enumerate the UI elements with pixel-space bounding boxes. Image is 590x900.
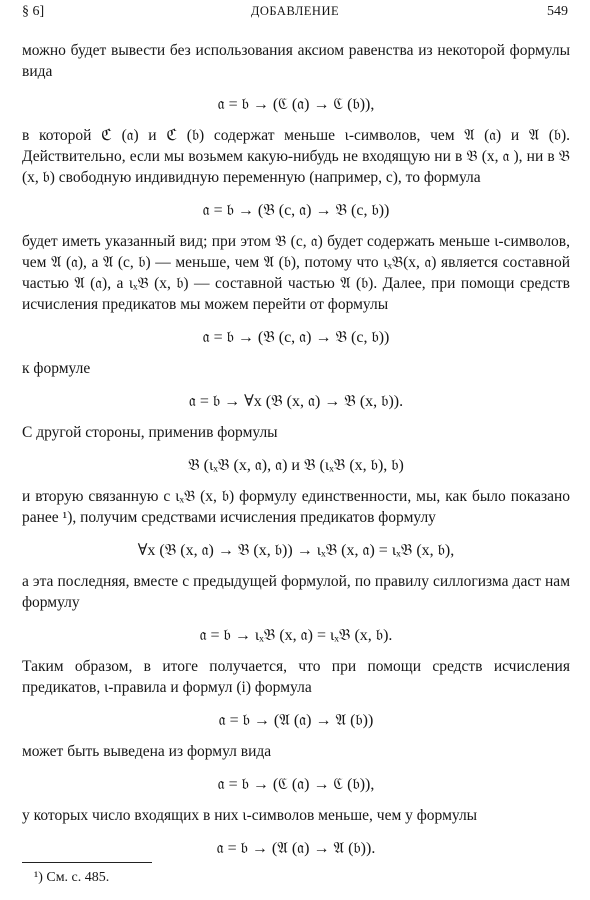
- footnote-rule: [22, 862, 152, 863]
- running-title: ДОБАВЛЕНИЕ: [250, 4, 340, 18]
- page-body: [22, 40, 570, 869]
- paragraph: будет иметь указанный вид; при этом 𝔅 (c, 𝔞) будет содержать меньше ι-символов, чем 𝔄 (𝔞), а 𝔄 (c, 𝔟) — меньше, чем 𝔄 (𝔟), потому что ιₓ𝔅(x, 𝔞) является составной частью 𝔄 (𝔞), а ιₓ𝔅 (x, 𝔟) — составной частью 𝔄 (𝔟). Далее, при помощи средств исчисления предикатов мы можем перейти от формулы: [22, 233, 570, 313]
- footnote: ¹) См. с. 485.: [34, 870, 110, 885]
- paragraph: может быть выведена из формул вида: [22, 743, 272, 760]
- paragraph: у которых число входящих в них ι-символов меньше, чем у формулы: [22, 807, 478, 824]
- running-header: [22, 4, 568, 24]
- formula: 𝔞 = 𝔟 → ιₓ𝔅 (x, 𝔞) = ιₓ𝔅 (x, 𝔟).: [199, 627, 393, 644]
- formula: ∀x (𝔅 (x, 𝔞) → 𝔅 (x, 𝔟)) → ιₓ𝔅 (x, 𝔞) = ιₓ𝔅 (x, 𝔟),: [137, 542, 455, 559]
- formula: 𝔞 = 𝔟 → (ℭ (𝔞) → ℭ (𝔟)),: [217, 776, 375, 793]
- paragraph: а эта последняя, вместе с предыдущей формулой, по правилу силлогизма даст нам формулу: [22, 573, 570, 611]
- formula: 𝔞 = 𝔟 → (𝔄 (𝔞) → 𝔄 (𝔟)).: [216, 840, 376, 857]
- formula: 𝔞 = 𝔟 → (𝔄 (𝔞) → 𝔄 (𝔟)): [218, 712, 374, 729]
- paragraph: в которой ℭ (𝔞) и ℭ (𝔟) содержат меньше ι-символов, чем 𝔄 (𝔞) и 𝔄 (𝔟). Действительно, если мы возьмем какую-нибудь не входящую ни в 𝔅 (x, 𝔞 ), ни в 𝔅 (x, 𝔟) свободную индивидную переменную (например, c), то формула: [22, 127, 570, 186]
- paragraph: С другой стороны, применив формулы: [22, 424, 278, 441]
- paragraph: Таким образом, в итоге получается, что при помощи средств исчисления предикатов, ι-правила и формул (i) формула: [22, 658, 570, 696]
- formula: 𝔞 = 𝔟 → (𝔅 (c, 𝔞) → 𝔅 (c, 𝔟)): [202, 329, 390, 346]
- formula: 𝔅 (ιₓ𝔅 (x, 𝔞), 𝔞) и 𝔅 (ιₓ𝔅 (x, 𝔟), 𝔟): [188, 457, 404, 474]
- page-number: 549: [547, 4, 568, 19]
- formula: 𝔞 = 𝔟 → (ℭ (𝔞) → ℭ (𝔟)),: [217, 96, 375, 113]
- paragraph: можно будет вывести без использования аксиом равенства из некоторой формулы вида: [22, 42, 570, 80]
- formula: 𝔞 = 𝔟 → ∀x (𝔅 (x, 𝔞) → 𝔅 (x, 𝔟)).: [188, 393, 404, 410]
- formula: 𝔞 = 𝔟 → (𝔅 (c, 𝔞) → 𝔅 (c, 𝔟)): [202, 202, 390, 219]
- paragraph: и вторую связанную с ιₓ𝔅 (x, 𝔟) формулу единственности, мы, как было показано ранее ¹), получим средствами исчисления предикатов формулу: [22, 488, 570, 526]
- section-marker: § 6]: [22, 4, 45, 19]
- paragraph: к формуле: [22, 360, 91, 377]
